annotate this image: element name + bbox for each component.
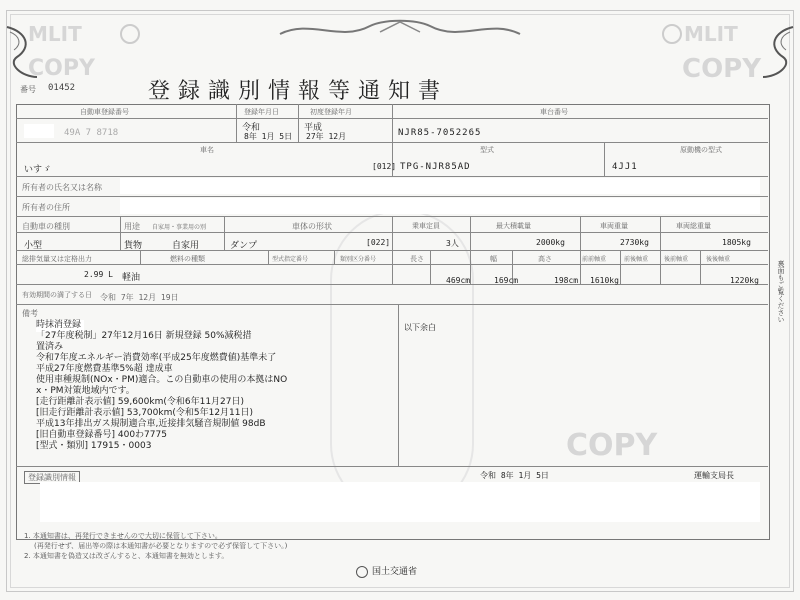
displacement-label: 総排気量又は定格出力 [22,255,92,263]
remark-line: 令和7年度エネルギー消費効率(平成25年度燃費値)基準未了 [36,353,277,363]
reg-date-label: 登録年月日 [244,108,279,116]
rear-rear-axle-value: 1220kg [730,276,759,285]
plate-label: 自動車登録番号 [80,108,129,116]
circle-seal-left-icon [120,24,140,44]
issuer-label: 運輸支局長 [694,471,734,480]
kind-value: 小型 [24,241,43,251]
use-value: 貨物 [124,241,143,251]
watermark-copy-bottom: COPY [566,428,658,463]
max-load-label: 最大積載量 [496,222,531,230]
validity-label: 有効期間の満了する日 [22,291,92,299]
remark-line: x・PM対策地域内です。 [36,386,135,396]
ministry-emblem-icon [356,566,368,578]
plate-redaction [24,124,54,138]
registration-info-redaction [40,482,760,522]
owner-address-redaction [120,198,760,214]
watermark-copy-right: COPY [682,54,762,84]
side-note: 裏面もご覧ください [777,260,785,323]
validity-value: 令和 7年 12月 19日 [100,293,179,302]
top-center-ornament-icon [270,14,530,44]
type-designation-label: 型式指定番号 [272,256,309,263]
registration-info-label: 登録識別情報 [24,471,80,484]
owner-address-label: 所有者の住所 [22,203,70,212]
issue-date-value: 令和 8年 1月 5日 [480,471,549,480]
first-reg-era: 平成 [304,123,323,133]
capacity-label: 乗車定員 [412,222,440,230]
body-value: ダンプ [230,241,258,251]
remarks-heading: 備考 [22,309,38,318]
watermark-logo-right: MLIT [684,22,738,46]
remark-line: [旧走行距離計表示値] 53,700km(令和5年12月11日) [36,408,254,418]
type-label: 型式 [480,146,494,154]
ministry-name: 国土交通省 [372,567,418,577]
remark-line: 置済み [36,342,64,352]
rear-rear-label: 後後軸重 [706,256,731,263]
blank-below-note: 以下余白 [404,323,436,332]
owner-name-redaction [120,178,760,194]
vehicle-weight-value: 2730kg [620,238,649,247]
body-shape-label: 車体の形状 [292,222,332,231]
category-no-label: 類別区分番号 [340,256,377,263]
gross-weight-label: 車両総重量 [676,222,711,230]
remark-line: 使用車種規制(NOx・PM)適合。この自動車の使用の本拠はNO [36,375,288,385]
front-front-label: 前前軸重 [582,256,607,263]
remark-line: 時抹消登録 [36,320,82,330]
reg-era: 令和 [242,123,261,133]
engine-value: 4JJ1 [612,162,638,172]
footer-note-2: (再発行せず、届出等の際は本通知書が必要となりますので必ず保管して下さい。) [34,542,288,550]
displacement-value: 2.99 L [84,270,113,279]
watermark-logo-left: MLIT [28,22,82,46]
fuel-value: 軽油 [122,273,141,283]
use-label: 用途 [124,222,140,231]
front-front-axle-value: 1610kg [590,276,619,285]
corner-ornament-top-right-icon [758,22,798,82]
model-value: TPG-NJR85AD [400,162,471,172]
length-label: 長さ [410,255,424,263]
remarks-list [36,320,392,452]
remark-line: [型式・類別] 17915・0003 [36,441,152,451]
capacity-value: 3人 [446,239,459,248]
plate-value: 49A 7 8718 [64,128,119,138]
use-detail-value: 自家用 [172,241,200,251]
owner-name-label: 所有者の氏名又は名称 [22,183,102,192]
chassis-no-value: NJR85-7052265 [398,128,482,138]
width-value: 169cm [494,276,519,285]
engine-model-label: 原動機の型式 [680,146,722,154]
max-load-value: 2000kg [536,238,565,247]
front-rear-label: 前後軸重 [624,256,649,263]
reg-date-value: 8年 1月 5日 [244,132,293,141]
length-value: 469cm [446,276,471,285]
page-title: 登録識別情報等通知書 [148,79,449,104]
rear-front-label: 後前軸重 [664,256,689,263]
remark-line: 「27年度税制」27年12月16日 新規登録 50%減税措 [36,331,252,341]
chassis-no-label: 車台番号 [540,108,568,116]
remark-line: [旧自動車登録番号] 400わ7775 [36,430,167,440]
type-code-value: [012] [372,162,397,171]
fuel-label: 燃料の種類 [170,255,205,263]
remark-line: 平成27年度燃費基準5%超 達成車 [36,364,173,374]
height-value: 198cm [554,276,579,285]
body-code-value: [022] [366,238,391,247]
vehicle-weight-label: 車両重量 [600,222,628,230]
name-label: 車名 [200,146,214,154]
watermark-copy-left: COPY [28,56,95,81]
serial-number: 01452 [48,83,76,93]
remark-line: [走行距離計表示値] 59,600km(令和6年11月27日) [36,397,245,407]
remark-line: 平成13年排出ガス規制適合車,近接排気騒音規制値 98dB [36,419,266,429]
vehicle-kind-label: 自動車の種別 [22,222,70,231]
height-label: 高さ [538,255,552,263]
width-label: 幅 [490,255,497,263]
serial-label: 番号 [20,85,36,94]
first-reg-label: 初度登録年月 [310,108,352,116]
circle-seal-right-icon [662,24,682,44]
use-detail-label: 自家用・事業用の別 [152,224,207,231]
first-reg-value: 27年 12月 [306,132,347,141]
footer-note-3: 2. 本通知書を偽造又は改ざんすると、本通知書を無効とします。 [24,552,229,560]
footer-note-1: 1. 本通知書は、再発行できませんので大切に保管して下さい。 [24,532,222,540]
gross-weight-value: 1805kg [722,238,751,247]
maker-value: いすゞ [24,165,52,175]
